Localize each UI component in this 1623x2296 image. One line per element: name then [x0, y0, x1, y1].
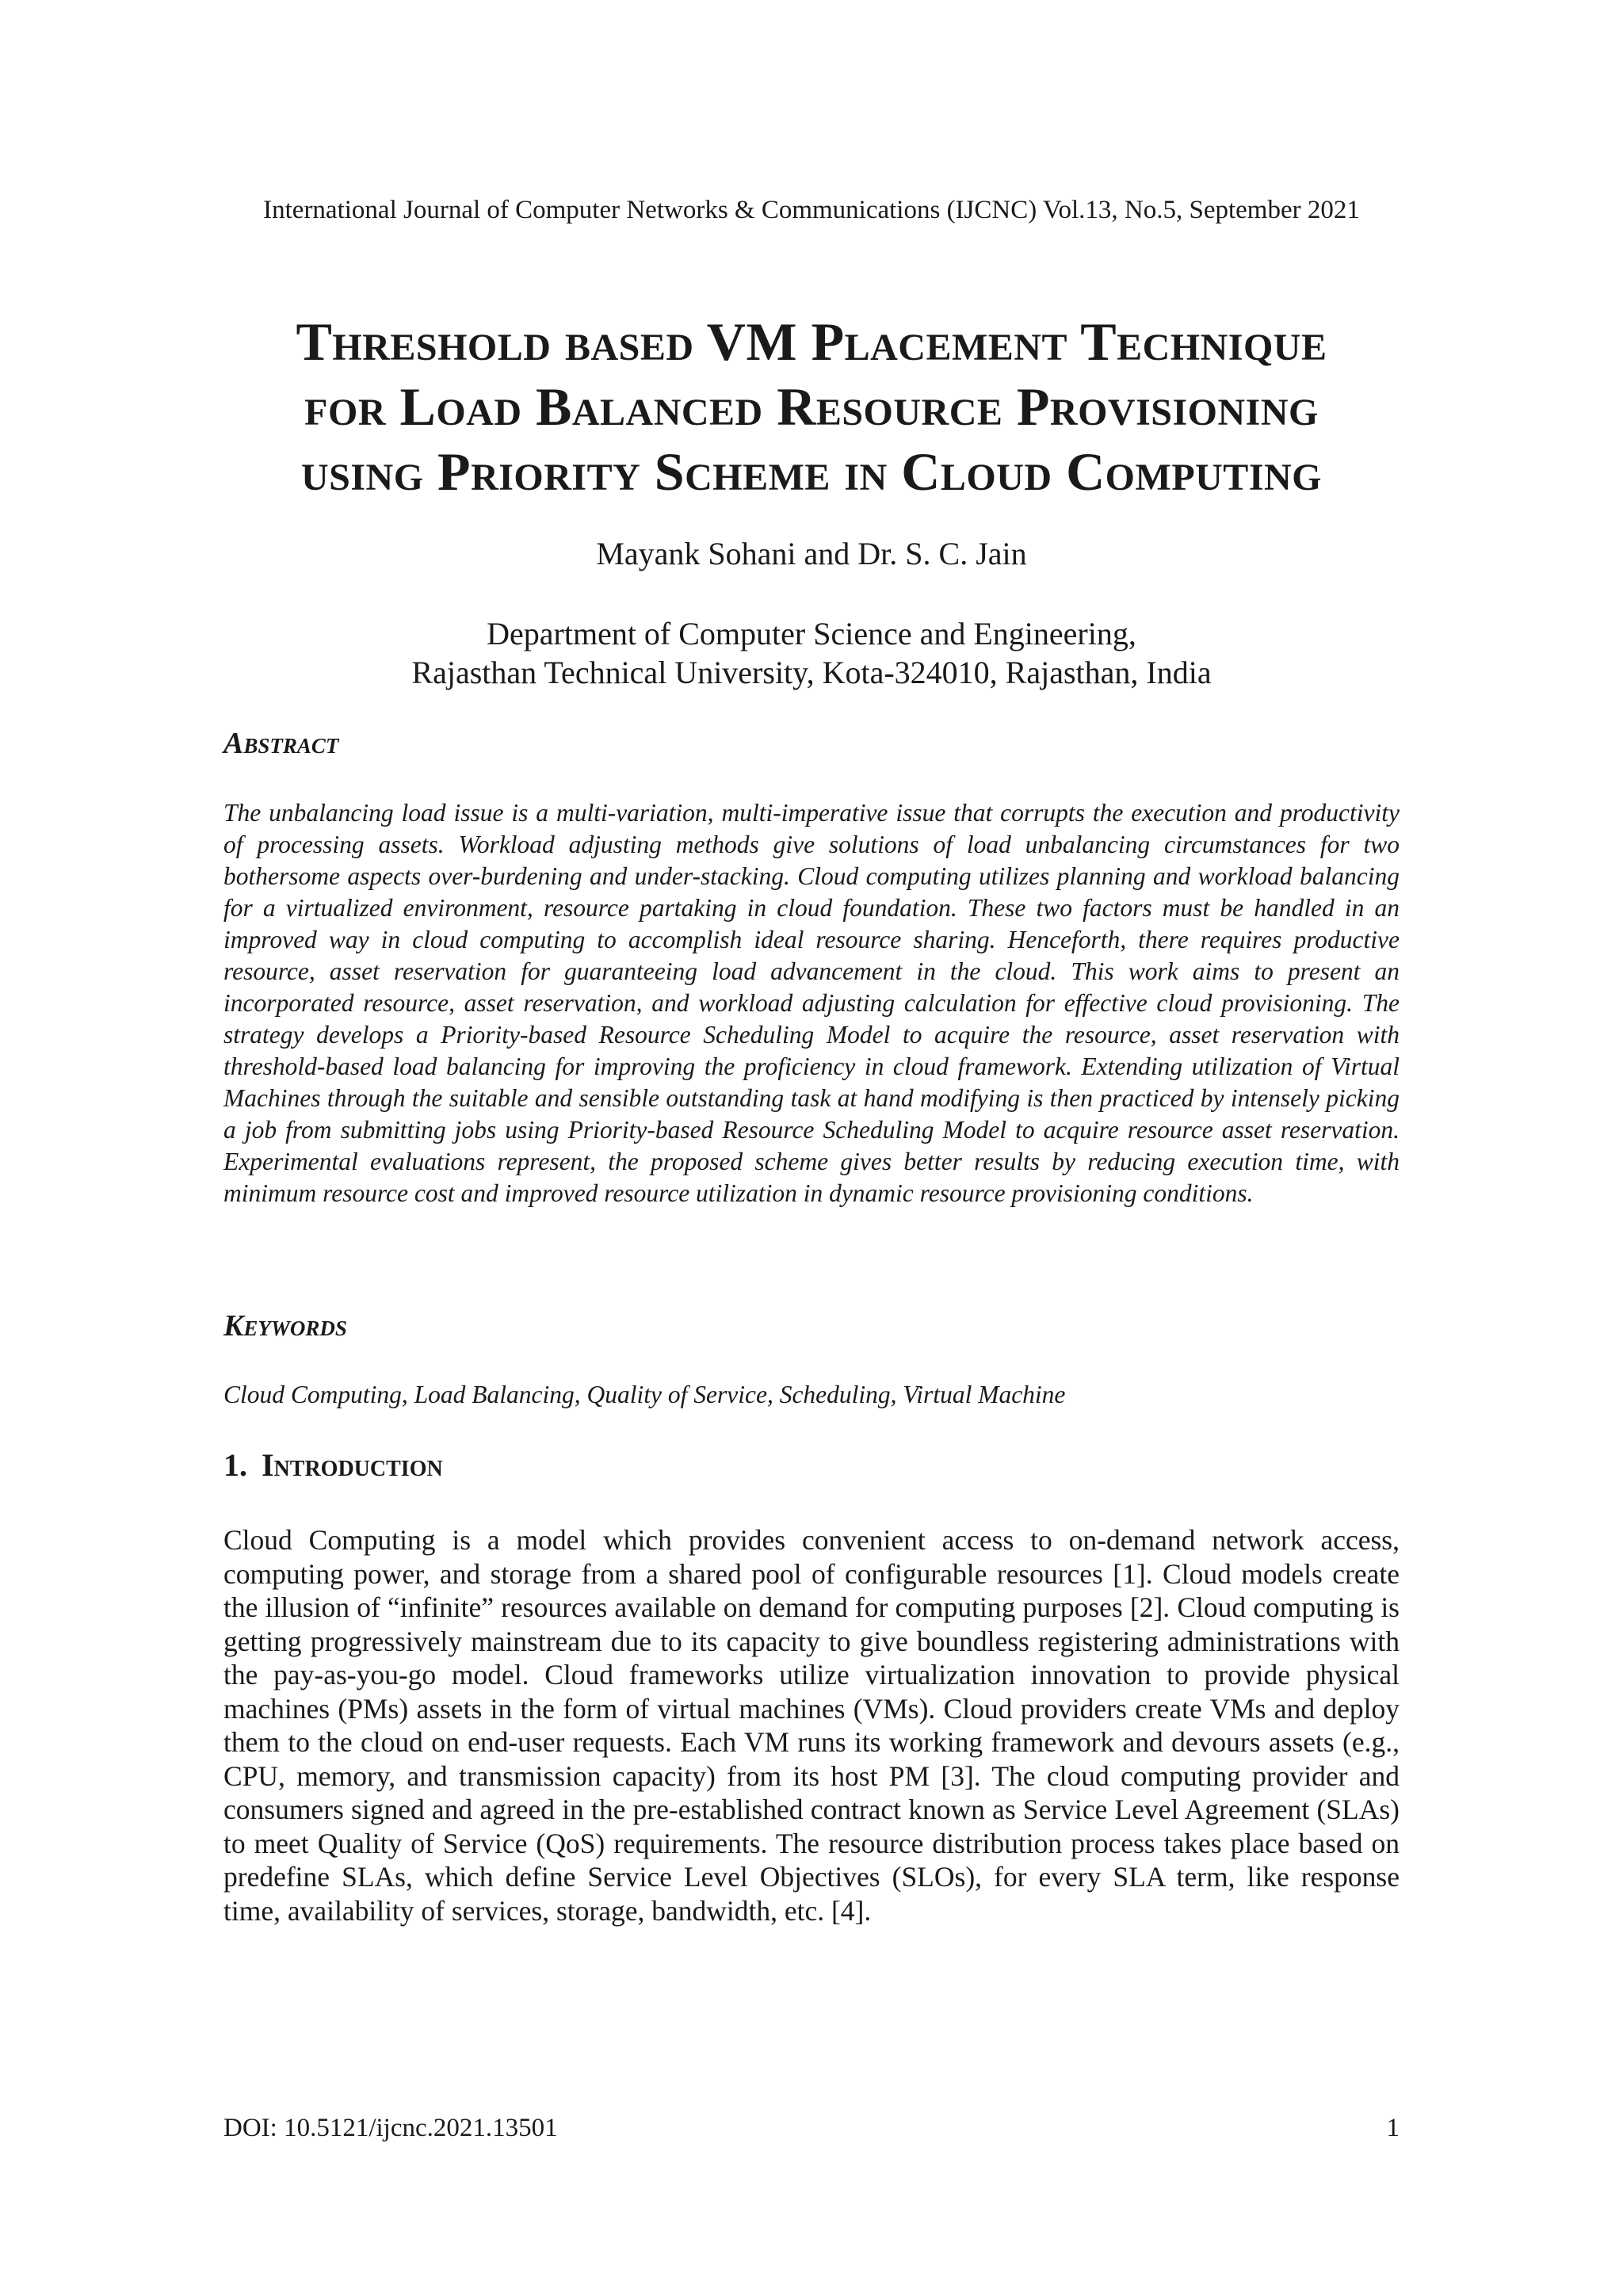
introduction-heading [223, 1446, 443, 1484]
journal-header: International Journal of Computer Networks & Communications (IJCNC) Vol.13, No.5, September 2021 [263, 196, 1360, 224]
abstract-text: The unbalancing load issue is a multi-variation, multi-imperative issue that corrupts the execution and productivity of processing assets. Workload adjusting methods give solutions of load unbalancing circumstances for two bothersome aspects over-burdening and under-stacking. Cloud computing utilizes planning and workload balancing for a virtualized environment, resource partaking in cloud foundation. These two factors must be handled in an improved way in cloud computing to accomplish ideal resource sharing. Henceforth, there requires productive resource, asset reservation for guaranteeing load advancement in the cloud. This work aims to present an incorporated resource, asset reservation, and workload adjusting calculation for effective cloud provisioning. The strategy develops a Priority-based Resource Scheduling Model to acquire the resource, asset reservation with threshold-based load balancing for improving the proficiency in cloud framework. Extending utilization of Virtual Machines through the suitable and sensible outstanding task at hand modifying is then practiced by intensely picking a job from submitting jobs using Priority-based Resource Scheduling Model to acquire resource asset reservation. Experimental evaluations represent, the proposed scheme gives better results by reducing execution time, with minimum resource cost and improved resource utilization in dynamic resource provisioning conditions. [223, 799, 1400, 1207]
section-title: Introduction [262, 1447, 443, 1483]
affiliation [0, 614, 1623, 692]
title-line-2: for Load Balanced Resource Provisioning [304, 376, 1319, 437]
section-number: 1. [223, 1447, 247, 1483]
keywords-heading: Keywords [223, 1309, 347, 1343]
page-number: 1 [1386, 2114, 1400, 2142]
title-line-1: Threshold based VM Placement Technique [296, 311, 1327, 372]
affiliation-line-2: Rajasthan Technical University, Kota-324010, Rajasthan, India [411, 655, 1212, 690]
paper-title [158, 309, 1465, 504]
affiliation-line-1: Department of Computer Science and Engineering, [487, 616, 1136, 651]
authors: Mayank Sohani and Dr. S. C. Jain [596, 536, 1027, 571]
footer-doi: DOI: 10.5121/ijcnc.2021.13501 [223, 2114, 558, 2142]
keywords-text: Cloud Computing, Load Balancing, Quality of Service, Scheduling, Virtual Machine [223, 1381, 1066, 1408]
introduction-text: Cloud Computing is a model which provides convenient access to on-demand network access, computing power, and storage from a shared pool of configurable resources [1]. Cloud models create the illusion of “infinite” resources available on demand for computing purposes [2]. Cloud computing is getting progressively mainstream due to its capacity to give boundless registering administrations with the pay-as-you-go model. Cloud frameworks utilize virtualization innovation to provide physical machines (PMs) assets in the form of virtual machines (VMs). Cloud providers create VMs and deploy them to the cloud on end-user requests. Each VM runs its working framework and devours assets (e.g., CPU, memory, and transmission capacity) from its host PM [3]. The cloud computing provider and consumers signed and agreed in the pre-established contract known as Service Level Agreement (SLAs) to meet Quality of Service (QoS) requirements. The resource distribution process takes place based on predefine SLAs, which define Service Level Objectives (SLOs), for every SLA term, like response time, availability of services, storage, bandwidth, etc. [4]. [223, 1524, 1400, 1927]
abstract-heading: Abstract [223, 727, 339, 760]
title-line-3: using Priority Scheme in Cloud Computing [301, 441, 1322, 502]
